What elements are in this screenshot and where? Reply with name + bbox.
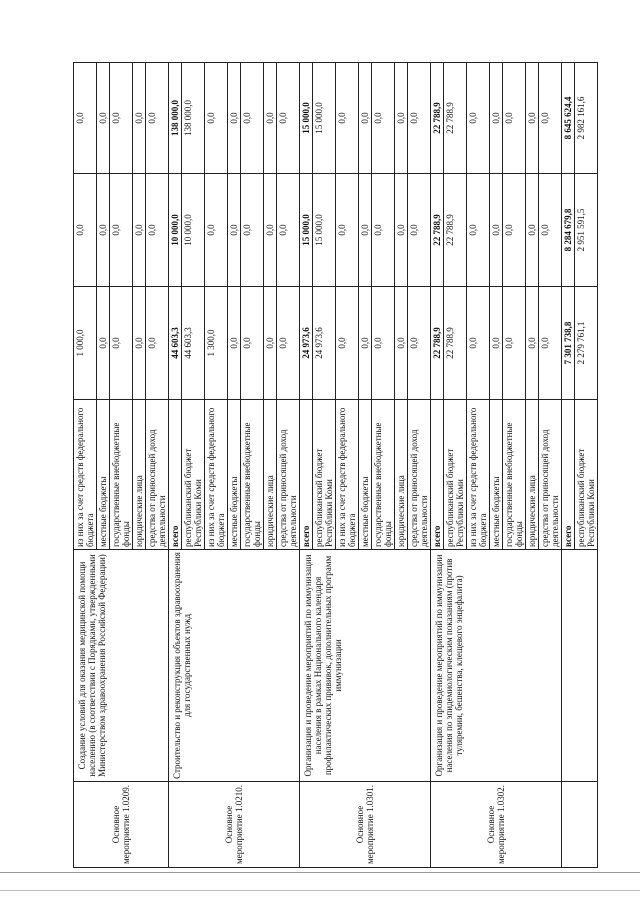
source-label-cell: из них за счет средств федерального бюджета: [467, 400, 490, 550]
amount-cell-v2: 0,0: [205, 174, 228, 287]
amount-cell-v2: 0,0: [228, 174, 241, 287]
amount-cell-v3: 138 000,0: [169, 63, 182, 174]
measure-cell: Основное мероприятие 1.0210.: [169, 782, 300, 868]
amount-cell-v3: 0,0: [241, 63, 264, 174]
amount-cell-v1: 0,0: [467, 287, 490, 400]
description-cell: Создание условий для оказания медицинской помощи населению (в соответствии с Порядками, утвержденными Министерством здравоохранения Российской Федерации): [74, 550, 169, 782]
table-row: [300, 63, 313, 868]
source-label-cell: средства от приносящей доход деятельности: [146, 400, 169, 550]
amount-cell-v3: 0,0: [97, 63, 110, 174]
amount-cell-v1: 0,0: [241, 287, 264, 400]
table-row: [74, 63, 97, 868]
source-label-cell: юридические лица: [526, 400, 539, 550]
amount-cell-v1: 0,0: [490, 287, 503, 400]
amount-cell-v1: 0,0: [503, 287, 526, 400]
amount-cell-v2: 10 000,0: [169, 174, 182, 287]
measure-cell: Основное мероприятие 1.0302.: [431, 782, 562, 868]
amount-cell-v2: 0,0: [110, 174, 133, 287]
amount-cell-v3: 0,0: [467, 63, 490, 174]
amount-cell-v3: 0,0: [336, 63, 359, 174]
source-label-cell: республиканский бюджет Республики Коми: [313, 400, 336, 550]
table-row: [169, 63, 182, 868]
amount-cell-v1: 7 301 738,8: [562, 287, 575, 400]
amount-cell-v2: 15 000,0: [313, 174, 336, 287]
source-label-cell: из них за счет средств федерального бюджета: [336, 400, 359, 550]
amount-cell-v2: 0,0: [408, 174, 431, 287]
amount-cell-v1: 24 973,6: [313, 287, 336, 400]
amount-cell-v3: 2 982 161,6: [575, 63, 598, 174]
measure-cell: Основное мероприятие 1.0301.: [300, 782, 431, 868]
page-divider: [0, 872, 640, 873]
amount-cell-v2: 10 000,0: [182, 174, 205, 287]
amount-cell-v1: 0,0: [539, 287, 562, 400]
amount-cell-v3: 0,0: [503, 63, 526, 174]
source-label-cell: всего: [562, 400, 575, 550]
amount-cell-v1: 44 603,3: [182, 287, 205, 400]
amount-cell-v2: 0,0: [74, 174, 97, 287]
amount-cell-v3: 0,0: [110, 63, 133, 174]
source-label-cell: республиканский бюджет Республики Коми: [575, 400, 598, 550]
description-cell: Организация и проведение мероприятий по иммунизации населения по эпидемиологическим показаниям (против туляремии, бешенства, клещевого энцефалита): [431, 550, 562, 782]
amount-cell-v1: 0,0: [526, 287, 539, 400]
source-label-cell: местные бюджеты: [97, 400, 110, 550]
amount-cell-v1: 0,0: [228, 287, 241, 400]
source-label-cell: государственные внебюджетные фонды: [110, 400, 133, 550]
table-row: [562, 63, 575, 868]
amount-cell-v1: 0,0: [97, 287, 110, 400]
amount-cell-v1: 0,0: [277, 287, 300, 400]
amount-cell-v1: 0,0: [146, 287, 169, 400]
amount-cell-v2: 8 284 679,8: [562, 174, 575, 287]
amount-cell-v3: 15 000,0: [313, 63, 336, 174]
amount-cell-v3: 0,0: [264, 63, 277, 174]
amount-cell-v2: 0,0: [490, 174, 503, 287]
amount-cell-v3: 138 000,0: [182, 63, 205, 174]
description-cell: [562, 550, 598, 782]
amount-cell-v3: 0,0: [490, 63, 503, 174]
amount-cell-v2: 0,0: [526, 174, 539, 287]
source-label-cell: государственные внебюджетные фонды: [241, 400, 264, 550]
table-row: [431, 63, 444, 868]
amount-cell-v1: 22 788,9: [444, 287, 467, 400]
amount-cell-v3: 0,0: [359, 63, 372, 174]
amount-cell-v3: 0,0: [539, 63, 562, 174]
table-body: [74, 63, 598, 868]
source-label-cell: республиканский бюджет Республики Коми: [444, 400, 467, 550]
amount-cell-v2: 22 788,9: [444, 174, 467, 287]
amount-cell-v1: 0,0: [359, 287, 372, 400]
amount-cell-v3: 0,0: [133, 63, 146, 174]
amount-cell-v2: 0,0: [372, 174, 395, 287]
source-label-cell: местные бюджеты: [359, 400, 372, 550]
amount-cell-v1: 0,0: [395, 287, 408, 400]
amount-cell-v1: 22 788,9: [431, 287, 444, 400]
amount-cell-v2: 0,0: [359, 174, 372, 287]
financing-table: [73, 62, 598, 868]
source-label-cell: всего: [431, 400, 444, 550]
description-cell: Организация и проведение мероприятий по иммунизации населения в рамках Национального календаря профилактических прививок, дополнительных программ иммунизации: [300, 550, 431, 782]
amount-cell-v2: 0,0: [264, 174, 277, 287]
amount-cell-v1: 1 000,0: [74, 287, 97, 400]
amount-cell-v3: 22 788,9: [444, 63, 467, 174]
amount-cell-v2: 0,0: [241, 174, 264, 287]
amount-cell-v2: 15 000,0: [300, 174, 313, 287]
amount-cell-v1: 0,0: [336, 287, 359, 400]
source-label-cell: средства от приносящей доход деятельности: [539, 400, 562, 550]
amount-cell-v2: 2 951 591,5: [575, 174, 598, 287]
amount-cell-v3: 0,0: [228, 63, 241, 174]
source-label-cell: всего: [169, 400, 182, 550]
amount-cell-v1: 0,0: [372, 287, 395, 400]
source-label-cell: местные бюджеты: [228, 400, 241, 550]
measure-cell: Основное мероприятие 1.0209.: [74, 782, 169, 868]
source-label-cell: средства от приносящей доход деятельности: [408, 400, 431, 550]
source-label-cell: юридические лица: [133, 400, 146, 550]
source-label-cell: средства от приносящей доход деятельности: [277, 400, 300, 550]
amount-cell-v2: 0,0: [467, 174, 490, 287]
amount-cell-v1: 0,0: [408, 287, 431, 400]
amount-cell-v3: 22 788,9: [431, 63, 444, 174]
amount-cell-v3: 0,0: [277, 63, 300, 174]
amount-cell-v2: 22 788,9: [431, 174, 444, 287]
rotated-table-container: [73, 63, 596, 868]
source-label-cell: всего: [300, 400, 313, 550]
amount-cell-v2: 0,0: [133, 174, 146, 287]
amount-cell-v3: 15 000,0: [300, 63, 313, 174]
amount-cell-v2: 0,0: [539, 174, 562, 287]
amount-cell-v3: 0,0: [395, 63, 408, 174]
amount-cell-v1: 2 279 761,1: [575, 287, 598, 400]
amount-cell-v3: 8 645 624,4: [562, 63, 575, 174]
amount-cell-v3: 0,0: [205, 63, 228, 174]
amount-cell-v2: 0,0: [97, 174, 110, 287]
amount-cell-v3: 0,0: [526, 63, 539, 174]
description-cell: Строительство и реконструкция объектов здравоохранения для государственных нужд: [169, 550, 300, 782]
source-label-cell: из них за счет средств федерального бюджета: [205, 400, 228, 550]
amount-cell-v3: 0,0: [74, 63, 97, 174]
amount-cell-v1: 24 973,6: [300, 287, 313, 400]
source-label-cell: государственные внебюджетные фонды: [503, 400, 526, 550]
amount-cell-v2: 0,0: [503, 174, 526, 287]
source-label-cell: государственные внебюджетные фонды: [372, 400, 395, 550]
amount-cell-v2: 0,0: [395, 174, 408, 287]
amount-cell-v3: 0,0: [372, 63, 395, 174]
amount-cell-v1: 1 300,0: [205, 287, 228, 400]
page-divider: [0, 890, 640, 891]
amount-cell-v2: 0,0: [146, 174, 169, 287]
source-label-cell: юридические лица: [264, 400, 277, 550]
source-label-cell: из них за счет средств федерального бюджета: [74, 400, 97, 550]
amount-cell-v3: 0,0: [408, 63, 431, 174]
amount-cell-v2: 0,0: [336, 174, 359, 287]
amount-cell-v1: 0,0: [110, 287, 133, 400]
measure-cell: [562, 782, 598, 868]
source-label-cell: юридические лица: [395, 400, 408, 550]
amount-cell-v1: 44 603,3: [169, 287, 182, 400]
source-label-cell: местные бюджеты: [490, 400, 503, 550]
source-label-cell: республиканский бюджет Республики Коми: [182, 400, 205, 550]
amount-cell-v3: 0,0: [146, 63, 169, 174]
amount-cell-v1: 0,0: [264, 287, 277, 400]
amount-cell-v2: 0,0: [277, 174, 300, 287]
amount-cell-v1: 0,0: [133, 287, 146, 400]
